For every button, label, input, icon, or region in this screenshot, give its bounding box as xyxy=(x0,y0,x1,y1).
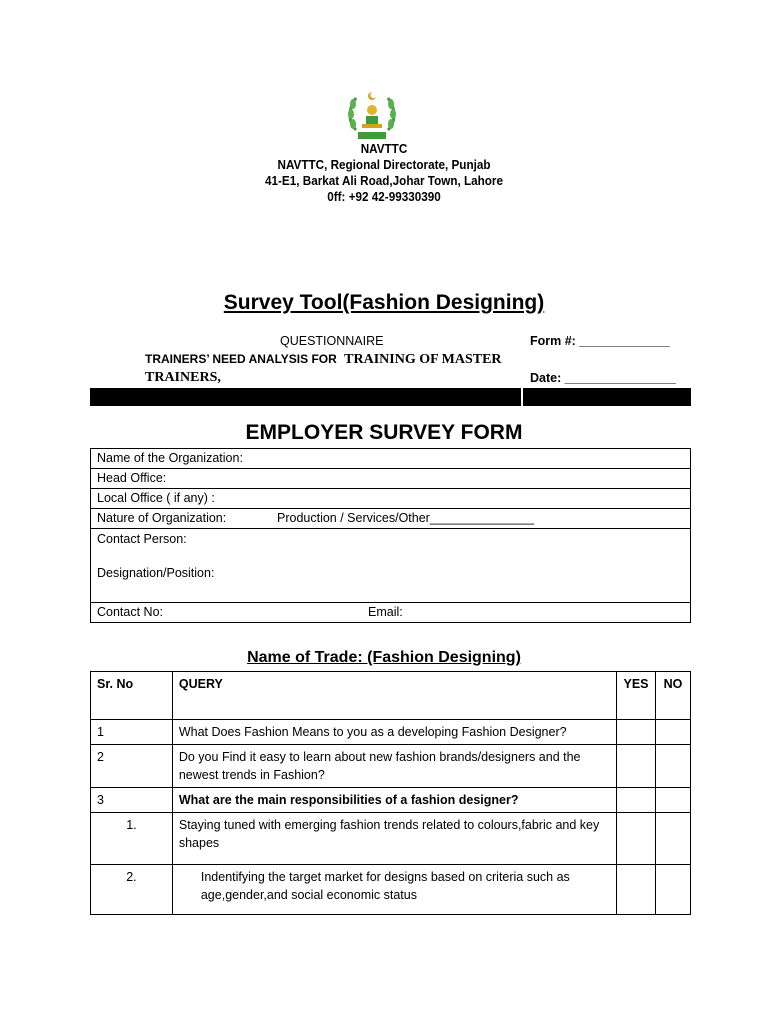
subtitle-part-2: TRAINING OF MASTER xyxy=(344,352,502,367)
no-cell[interactable] xyxy=(655,813,690,865)
local-office-field[interactable]: Local Office ( if any) : xyxy=(91,489,691,509)
table-row xyxy=(91,745,691,788)
nature-of-organization-field[interactable] xyxy=(91,509,691,529)
header-sr-no: Sr. No xyxy=(91,672,173,720)
no-cell[interactable] xyxy=(655,720,690,745)
table-row xyxy=(91,865,691,915)
date-field: Date: ________________ xyxy=(530,371,676,385)
black-divider-bar xyxy=(90,388,691,406)
no-cell[interactable] xyxy=(655,865,690,915)
name-of-organization-field[interactable]: Name of the Organization: xyxy=(91,449,691,469)
head-office-field[interactable]: Head Office: xyxy=(91,469,691,489)
row-query: Do you Find it easy to learn about new fashion brands/designers and the newest trends in Fashion? xyxy=(172,745,616,788)
row-query: Staying tuned with emerging fashion trends related to colours,fabric and key shapes xyxy=(172,813,616,865)
row-query: What Does Fashion Means to you as a developing Fashion Designer? xyxy=(172,720,616,745)
header-no: NO xyxy=(655,672,690,720)
regional-directorate: NAVTTC, Regional Directorate, Punjab xyxy=(277,157,491,172)
subtitle-part-1: TRAINERS’ NEED ANALYSIS FOR xyxy=(145,352,337,366)
no-cell[interactable] xyxy=(655,788,690,813)
address: 41-E1, Barkat Ali Road,Johar Town, Lahore xyxy=(265,173,503,188)
questionnaire-subtitle xyxy=(145,352,502,368)
row-query: Indentifying the target market for designs based on criteria such as age,gender,and social economic status xyxy=(172,865,616,915)
table-row xyxy=(91,788,691,813)
row-sr: 1 xyxy=(91,720,173,745)
yes-cell[interactable] xyxy=(617,788,656,813)
org-short-name: NAVTTC xyxy=(360,141,408,156)
row-query: What are the main responsibilities of a fashion designer? xyxy=(172,788,616,813)
no-cell[interactable] xyxy=(655,745,690,788)
contact-person-field[interactable] xyxy=(91,529,691,603)
office-phone: 0ff: +92 42-99330390 xyxy=(327,189,441,204)
employer-form-title: EMPLOYER SURVEY FORM xyxy=(245,421,523,444)
yes-cell[interactable] xyxy=(617,813,656,865)
designation-label: Designation/Position: xyxy=(97,566,215,580)
trade-title: Name of Trade: (Fashion Designing) xyxy=(247,649,521,666)
yes-cell[interactable] xyxy=(617,745,656,788)
contact-no-label: Contact No: xyxy=(97,605,164,619)
email-label: Email: xyxy=(368,605,403,619)
yes-cell[interactable] xyxy=(617,865,656,915)
header-query: QUERY xyxy=(172,672,616,720)
navttc-logo xyxy=(344,90,400,142)
form-number-field: Form #: _____________ xyxy=(530,334,670,348)
row-sr: 2. xyxy=(91,865,173,915)
nature-options: Production / Services/Other_______________ xyxy=(277,511,535,525)
subtitle-part-3: TRAINERS, xyxy=(145,370,221,385)
trade-query-table xyxy=(90,671,691,915)
survey-title: Survey Tool(Fashion Designing) xyxy=(223,291,545,314)
row-sr: 1. xyxy=(91,813,173,865)
organization-info-table xyxy=(90,448,691,623)
table-row xyxy=(91,720,691,745)
questionnaire-label: QUESTIONNAIRE xyxy=(280,334,384,348)
contact-person-label: Contact Person: xyxy=(97,532,187,546)
contact-row[interactable] xyxy=(91,603,691,623)
table-row xyxy=(91,813,691,865)
row-sr: 2 xyxy=(91,745,173,788)
header-yes: YES xyxy=(617,672,656,720)
row-sr: 3 xyxy=(91,788,173,813)
nature-label: Nature of Organization: xyxy=(97,511,227,525)
divider-gap xyxy=(521,388,523,406)
yes-cell[interactable] xyxy=(617,720,656,745)
